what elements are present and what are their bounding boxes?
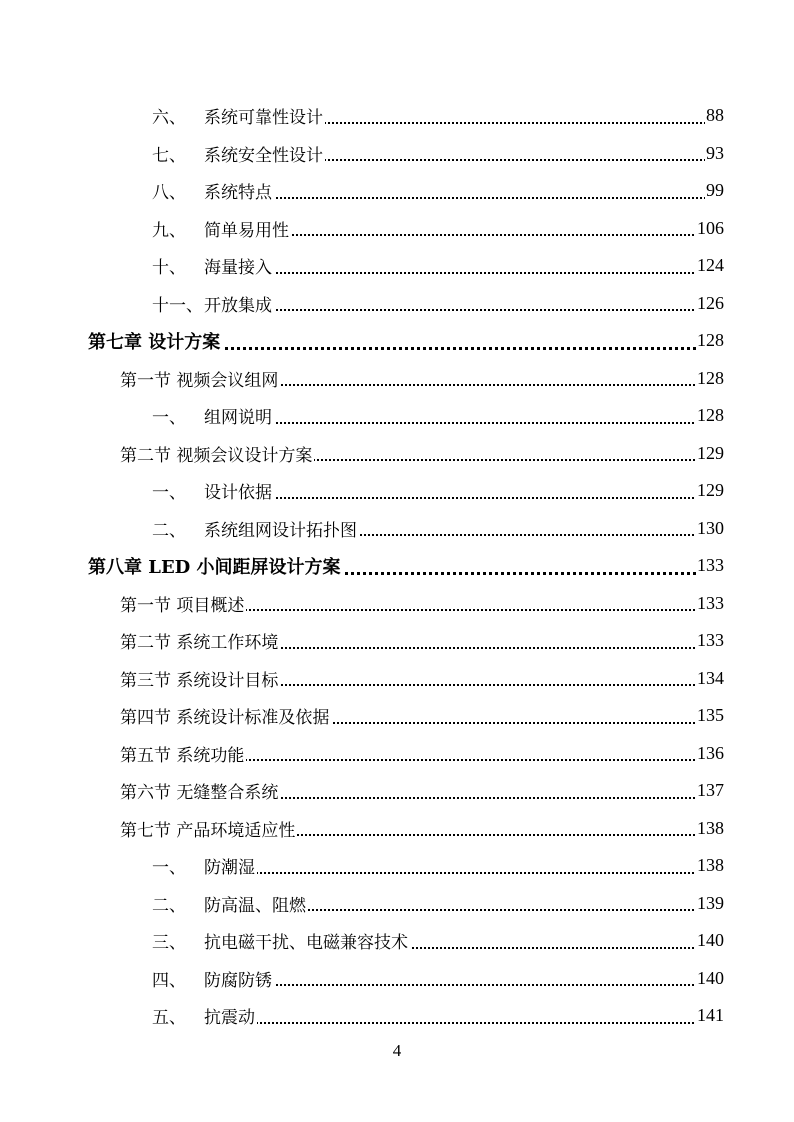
toc-entry-title: 系统安全性设计 bbox=[204, 145, 323, 166]
toc-entry-title: 系统设计目标 bbox=[176, 670, 279, 691]
toc-entry[interactable] bbox=[0, 210, 794, 248]
toc-entry-page: 133 bbox=[697, 555, 724, 576]
toc-entry-title: 开放集成 bbox=[204, 295, 272, 316]
toc-entry[interactable] bbox=[0, 585, 794, 623]
toc-entry[interactable] bbox=[0, 510, 794, 548]
toc-entry-page: 136 bbox=[697, 742, 724, 763]
toc-entry[interactable] bbox=[0, 847, 794, 885]
toc-entry-title: 视频会议组网 bbox=[176, 370, 279, 391]
toc-entry[interactable] bbox=[0, 885, 794, 923]
toc-entry[interactable] bbox=[0, 622, 794, 660]
toc-entry-title: 设计方案 bbox=[148, 331, 221, 353]
toc-entry-title: 项目概述 bbox=[176, 595, 245, 616]
toc-entry-title: 抗震动 bbox=[204, 1008, 255, 1029]
toc-entry-page: 126 bbox=[697, 292, 724, 313]
toc-entry-title: 产品环境适应性 bbox=[176, 820, 296, 841]
toc-entry-page: 99 bbox=[706, 180, 724, 201]
toc-entry-page: 138 bbox=[697, 855, 724, 876]
toc-entry-label bbox=[152, 141, 325, 166]
toc-entry-label bbox=[120, 366, 280, 391]
table-of-contents bbox=[0, 97, 794, 1035]
toc-entry[interactable] bbox=[0, 247, 794, 285]
toc-entry-title: 防潮湿 bbox=[204, 858, 255, 879]
toc-entry[interactable] bbox=[0, 547, 794, 585]
toc-entry-label bbox=[152, 1003, 257, 1028]
toc-entry-title: 视频会议设计方案 bbox=[176, 445, 313, 466]
toc-entry-label bbox=[152, 103, 325, 128]
toc-entry-label bbox=[120, 816, 297, 841]
toc-entry-index: 十一、 bbox=[152, 295, 203, 316]
toc-entry-title: 设计依据 bbox=[204, 483, 272, 504]
toc-entry-page: 128 bbox=[697, 367, 724, 388]
toc-entry-title: 系统可靠性设计 bbox=[204, 108, 323, 129]
toc-entry[interactable] bbox=[0, 322, 794, 360]
toc-entry-index: 一、 bbox=[152, 858, 186, 879]
toc-entry[interactable] bbox=[0, 922, 794, 960]
toc-entry-page: 137 bbox=[697, 780, 724, 801]
toc-entry-index: 第一节 bbox=[120, 370, 171, 391]
toc-entry-index: 第八章 bbox=[88, 556, 142, 578]
toc-entry-index: 第五节 bbox=[120, 745, 171, 766]
toc-entry-page: 93 bbox=[706, 142, 724, 163]
toc-entry[interactable] bbox=[0, 360, 794, 398]
toc-entry-page: 140 bbox=[697, 967, 724, 988]
toc-entry-label bbox=[120, 703, 331, 728]
toc-entry-label bbox=[152, 178, 274, 203]
toc-entry-label bbox=[120, 441, 314, 466]
toc-entry-index: 第四节 bbox=[120, 708, 171, 729]
toc-entry-title: 海量接入 bbox=[204, 258, 272, 279]
toc-entry-title: 防高温、阻燃 bbox=[204, 895, 306, 916]
toc-entry-index: 第二节 bbox=[120, 445, 171, 466]
toc-entry-page: 128 bbox=[697, 330, 724, 351]
toc-entry-label bbox=[152, 478, 274, 503]
toc-entry[interactable] bbox=[0, 810, 794, 848]
toc-entry[interactable] bbox=[0, 472, 794, 510]
toc-entry[interactable] bbox=[0, 772, 794, 810]
toc-entry-page: 128 bbox=[697, 405, 724, 426]
toc-entry-label bbox=[152, 853, 257, 878]
toc-entry[interactable] bbox=[0, 285, 794, 323]
toc-entry-index: 第七章 bbox=[88, 331, 142, 353]
toc-entry-label bbox=[120, 628, 280, 653]
toc-entry-index: 三、 bbox=[152, 933, 186, 954]
toc-entry-label bbox=[120, 666, 280, 691]
toc-entry-page: 141 bbox=[697, 1005, 724, 1026]
toc-entry-index: 五、 bbox=[152, 1008, 186, 1029]
toc-entry-title: 系统特点 bbox=[204, 183, 272, 204]
toc-entry-label bbox=[120, 741, 246, 766]
toc-entry[interactable] bbox=[0, 960, 794, 998]
toc-entry-index: 九、 bbox=[152, 220, 186, 241]
toc-entry-index: 二、 bbox=[152, 895, 186, 916]
toc-entry[interactable] bbox=[0, 97, 794, 135]
toc-entry-title: 系统工作环境 bbox=[176, 633, 279, 654]
toc-entry-index: 第一节 bbox=[120, 595, 171, 616]
toc-entry-page: 129 bbox=[697, 442, 724, 463]
toc-entry-label bbox=[152, 216, 291, 241]
toc-entry-title: 组网说明 bbox=[204, 408, 272, 429]
toc-entry-label bbox=[88, 553, 343, 579]
toc-entry[interactable] bbox=[0, 997, 794, 1035]
toc-entry-index: 第三节 bbox=[120, 670, 171, 691]
toc-entry-index: 四、 bbox=[152, 970, 186, 991]
toc-entry-page: 124 bbox=[697, 255, 724, 276]
toc-entry-index: 七、 bbox=[152, 145, 186, 166]
toc-entry-index: 第七节 bbox=[120, 820, 171, 841]
toc-entry-label bbox=[152, 403, 274, 428]
toc-entry-label bbox=[152, 253, 274, 278]
toc-entry-label bbox=[120, 778, 280, 803]
toc-entry-label bbox=[152, 928, 410, 953]
toc-entry[interactable] bbox=[0, 735, 794, 773]
toc-entry-page: 140 bbox=[697, 930, 724, 951]
toc-entry-index: 一、 bbox=[152, 408, 186, 429]
toc-entry-index: 第六节 bbox=[120, 783, 171, 804]
toc-entry-label bbox=[152, 516, 359, 541]
toc-entry[interactable] bbox=[0, 660, 794, 698]
toc-entry[interactable] bbox=[0, 172, 794, 210]
toc-entry-title: 简单易用性 bbox=[204, 220, 289, 241]
toc-entry-label bbox=[152, 966, 274, 991]
toc-entry-label bbox=[152, 891, 308, 916]
toc-entry-index: 六、 bbox=[152, 108, 186, 129]
toc-entry-page: 134 bbox=[697, 667, 724, 688]
toc-entry-index: 十、 bbox=[152, 258, 186, 279]
toc-entry-page: 139 bbox=[697, 892, 724, 913]
page-number: 4 bbox=[392, 1041, 402, 1060]
toc-entry-page: 129 bbox=[697, 480, 724, 501]
toc-entry-label bbox=[152, 291, 274, 316]
toc-entry-page: 133 bbox=[697, 630, 724, 651]
toc-entry-page: 138 bbox=[697, 817, 724, 838]
toc-entry[interactable] bbox=[0, 435, 794, 473]
toc-entry[interactable] bbox=[0, 697, 794, 735]
toc-entry-page: 135 bbox=[697, 705, 724, 726]
toc-entry-title: 系统功能 bbox=[176, 745, 245, 766]
toc-entry-title: 防腐防锈 bbox=[204, 970, 272, 991]
toc-entry-title: 系统设计标准及依据 bbox=[176, 708, 330, 729]
toc-entry-index: 第二节 bbox=[120, 633, 171, 654]
toc-entry-index: 一、 bbox=[152, 483, 186, 504]
toc-entry-page: 130 bbox=[697, 517, 724, 538]
toc-entry-index: 二、 bbox=[152, 520, 186, 541]
toc-entry-title: 系统组网设计拓扑图 bbox=[204, 520, 357, 541]
toc-entry-title: LED 小间距屏设计方案 bbox=[148, 556, 341, 578]
toc-entry[interactable] bbox=[0, 397, 794, 435]
toc-entry-page: 88 bbox=[706, 105, 724, 126]
toc-entry-title: 抗电磁干扰、电磁兼容技术 bbox=[204, 933, 408, 954]
toc-entry-page: 106 bbox=[697, 217, 724, 238]
toc-entry-index: 八、 bbox=[152, 183, 186, 204]
toc-entry-label bbox=[120, 591, 246, 616]
toc-entry[interactable] bbox=[0, 135, 794, 173]
toc-entry-title: 无缝整合系统 bbox=[176, 783, 279, 804]
toc-entry-label bbox=[88, 328, 222, 354]
toc-entry-page: 133 bbox=[697, 592, 724, 613]
